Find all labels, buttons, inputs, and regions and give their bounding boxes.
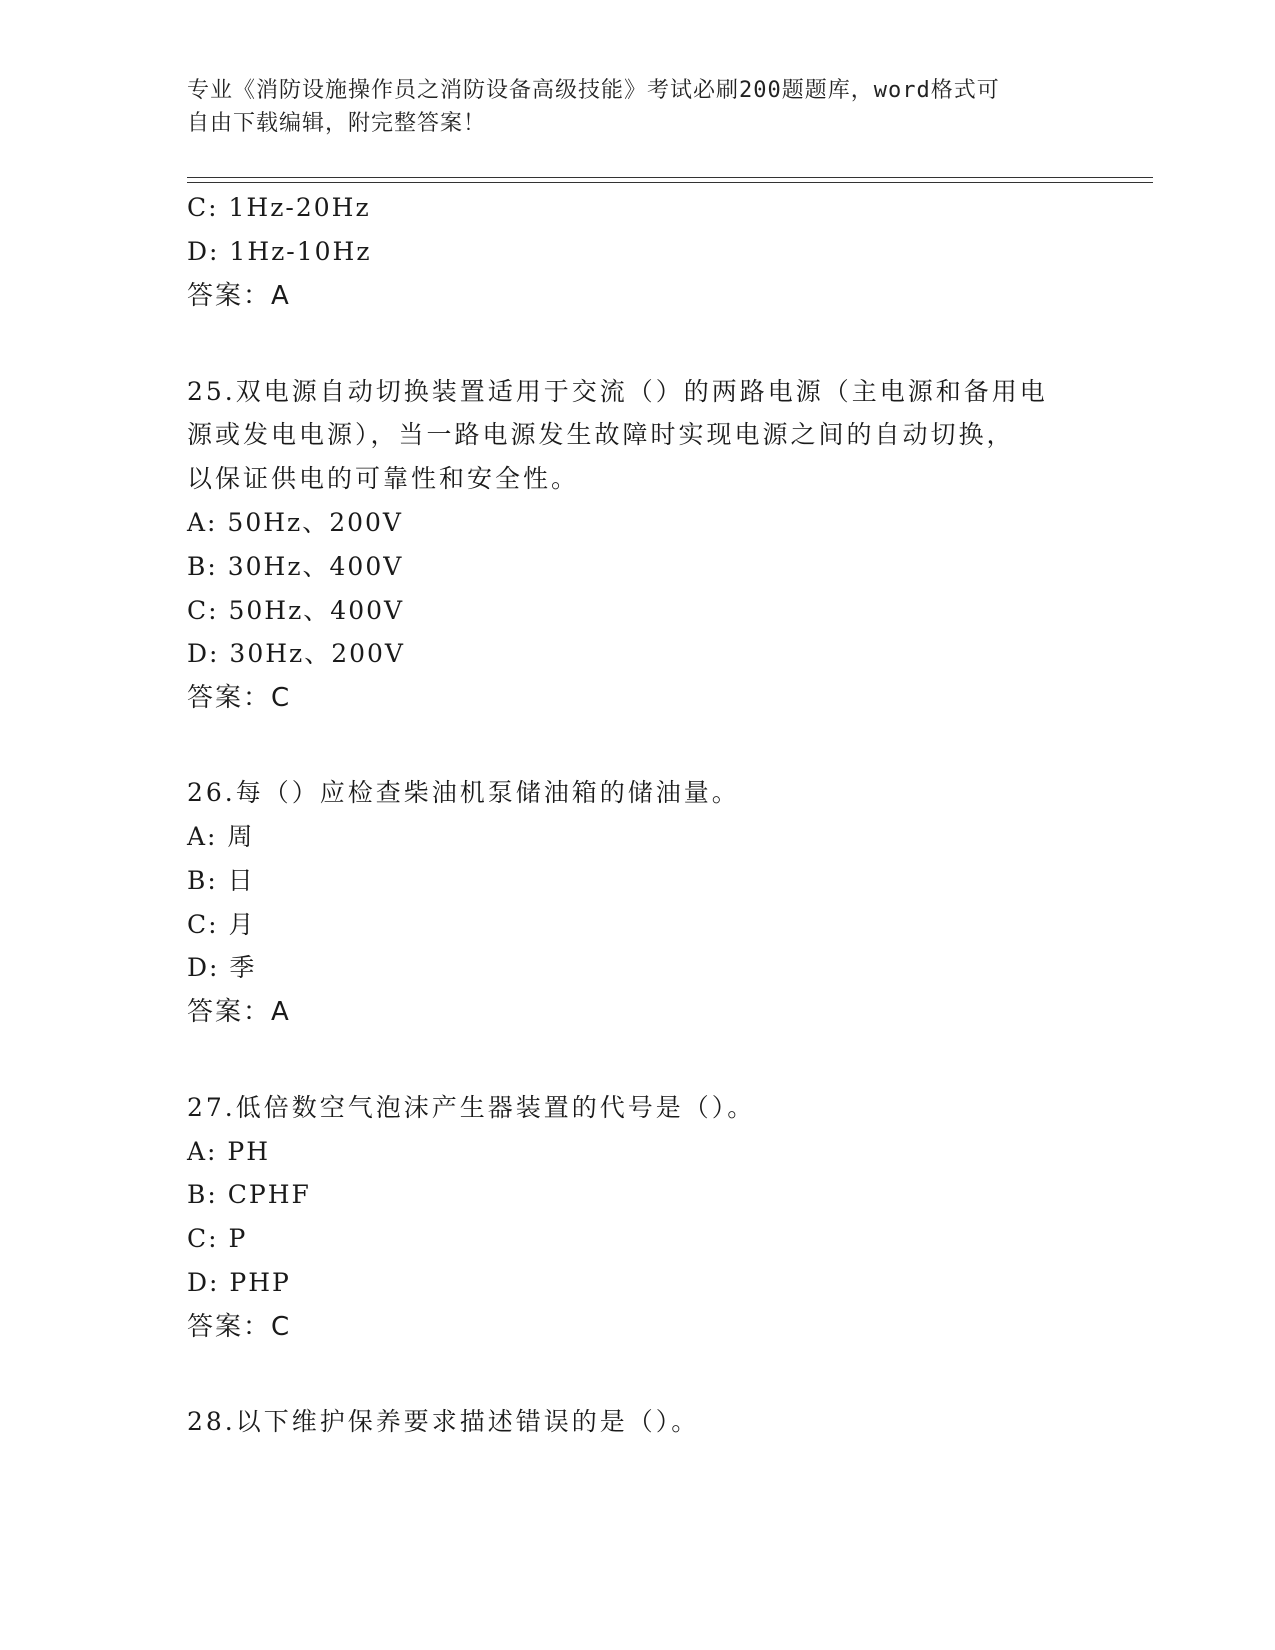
q27-option-d: D: PHP [187, 1268, 291, 1297]
q27-option-c: C: P [187, 1224, 248, 1253]
q25-option-d: D: 30Hz、200V [187, 639, 405, 668]
header-line-1: 专业《消防设施操作员之消防设备高级技能》考试必刷200题题库，word格式可 [187, 78, 1000, 103]
q27-option-b: B: CPHF [187, 1180, 311, 1209]
q26-option-c: C: 月 [187, 910, 256, 939]
document-header [187, 74, 1067, 140]
q24-option-d: D: 1Hz-10Hz [187, 237, 372, 266]
q25-stem-line-3: 以保证供电的可靠性和安全性。 [187, 464, 580, 493]
q27-stem: 27.低倍数空气泡沫产生器装置的代号是（）。 [187, 1093, 756, 1122]
q25-stem-line-1: 25.双电源自动切换装置适用于交流（）的两路电源（主电源和备用电 [187, 377, 1048, 406]
q24-answer: 答案：A [187, 281, 291, 311]
q27-option-a: A: PH [187, 1137, 271, 1166]
q25-option-c: C: 50Hz、400V [187, 596, 405, 625]
q27-answer: 答案：C [187, 1312, 292, 1342]
header-line-2: 自由下载编辑，附完整答案！ [187, 111, 487, 136]
q28-stem: 28.以下维护保养要求描述错误的是（）。 [187, 1407, 700, 1436]
q25-answer: 答案：C [187, 683, 292, 713]
q25-option-b: B: 30Hz、400V [187, 552, 404, 581]
q25-stem-line-2: 源或发电电源），当一路电源发生故障时实现电源之间的自动切换， [187, 420, 1015, 449]
q24-option-c: C: 1Hz-20Hz [187, 193, 371, 222]
q26-option-a: A: 周 [187, 822, 255, 851]
q26-option-b: B: 日 [187, 866, 255, 895]
q26-stem: 26.每（）应检查柴油机泵储油箱的储油量。 [187, 778, 740, 807]
header-divider-bottom [187, 182, 1153, 183]
header-divider-top [187, 177, 1153, 178]
q25-option-a: A: 50Hz、200V [187, 508, 403, 537]
q26-option-d: D: 季 [187, 953, 257, 982]
q26-answer: 答案：A [187, 997, 291, 1027]
